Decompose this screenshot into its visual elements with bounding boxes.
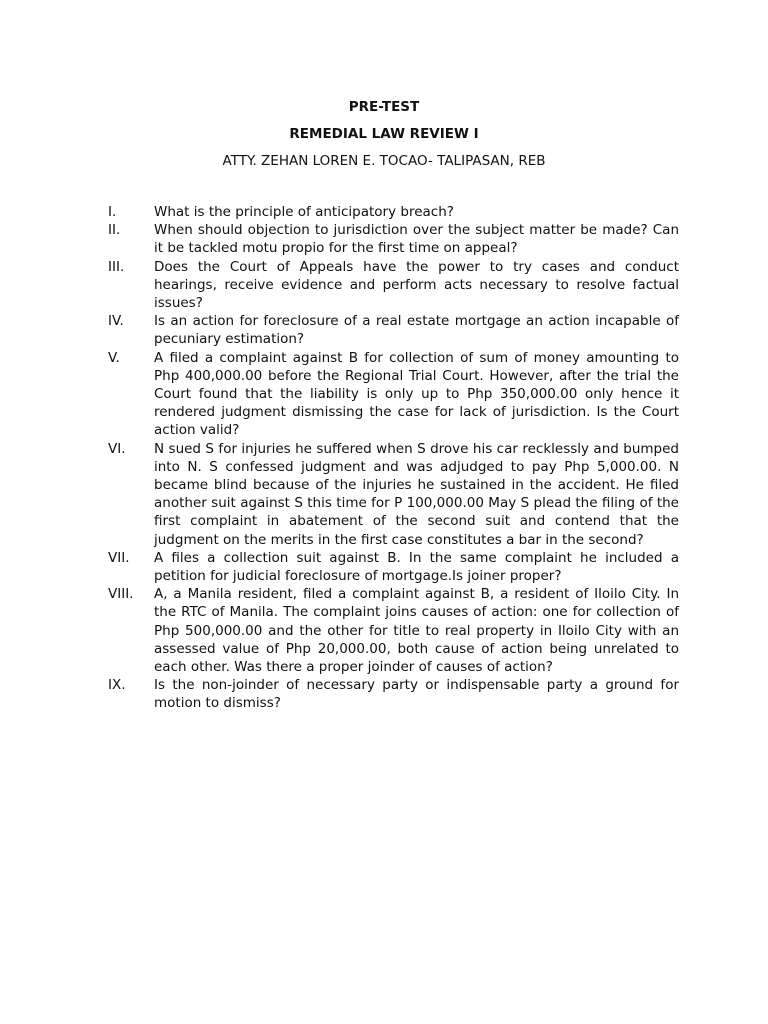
question-number: VI. bbox=[108, 440, 126, 457]
question-number: II. bbox=[108, 222, 121, 239]
question-number: VII. bbox=[108, 549, 130, 566]
question-text: What is the principle of anticipatory breach? bbox=[154, 204, 454, 220]
question-text: A filed a complaint against B for collection of sum of money amounting to Php 400,000.00 before the Regional Trial Court. However, after the trial the Court found that the liability is only up to Php 350,000.00 only hence it rendered judgment dismissing the case for lack of jurisdiction. Is the Court action valid? bbox=[154, 349, 679, 439]
question-text: A, a Manila resident, filed a complaint against B, a resident of Iloilo City. In the RTC of Manila. The complaint joins causes of action: one for collection of Php 500,000.00 and the other for title to real property in Iloilo City with an assessed value of Php 20,000.00, both cause of action being unrelated to each other. Was there a proper joinder of causes of action? bbox=[154, 586, 679, 676]
question-number: IV. bbox=[108, 313, 124, 330]
question-number: I. bbox=[108, 204, 117, 220]
question-item bbox=[108, 349, 679, 440]
question-item bbox=[108, 203, 679, 221]
question-text: N sued S for injuries he suffered when S drove his car recklessly and bumped into N. S confessed judgment and was adjudged to pay Php 5,000.00. N became blind because of the injuries he sustained in the accident. He filed another suit against S this time for P 100,000.00 May S plead the filing of the first complaint in abatement of the second suit and contend that the judgment on the merits in the first case constitutes a bar in the second? bbox=[154, 440, 679, 548]
page-title: PRE-TEST bbox=[348, 99, 420, 115]
question-item bbox=[108, 312, 679, 348]
question-item bbox=[108, 258, 679, 313]
question-text: A files a collection suit against B. In the same complaint he included a petition for judicial foreclosure of mortgage.Is joiner proper? bbox=[154, 549, 679, 585]
question-item bbox=[108, 221, 679, 257]
question-item bbox=[108, 676, 679, 712]
author-line: ATTY. ZEHAN LOREN E. TOCAO- TALIPASAN, REB bbox=[222, 153, 546, 169]
page-subtitle: REMEDIAL LAW REVIEW I bbox=[289, 126, 479, 142]
question-text: Does the Court of Appeals have the power to try cases and conduct hearings, receive evidence and perform acts necessary to resolve factual issues? bbox=[154, 258, 679, 312]
question-item bbox=[108, 549, 679, 585]
question-number: V. bbox=[108, 349, 120, 366]
question-list bbox=[108, 203, 679, 713]
question-number: IX. bbox=[108, 677, 126, 694]
question-item bbox=[108, 585, 679, 676]
question-text: Is an action for foreclosure of a real estate mortgage an action incapable of pecuniary estimation? bbox=[154, 313, 679, 348]
question-text: Is the non-joinder of necessary party or indispensable party a ground for motion to dismiss? bbox=[154, 677, 679, 712]
question-item bbox=[108, 440, 679, 549]
question-number: VIII. bbox=[108, 586, 134, 603]
question-number: III. bbox=[108, 258, 125, 275]
question-text: When should objection to jurisdiction over the subject matter be made? Can it be tackled motu propio for the first time on appeal? bbox=[154, 222, 679, 257]
